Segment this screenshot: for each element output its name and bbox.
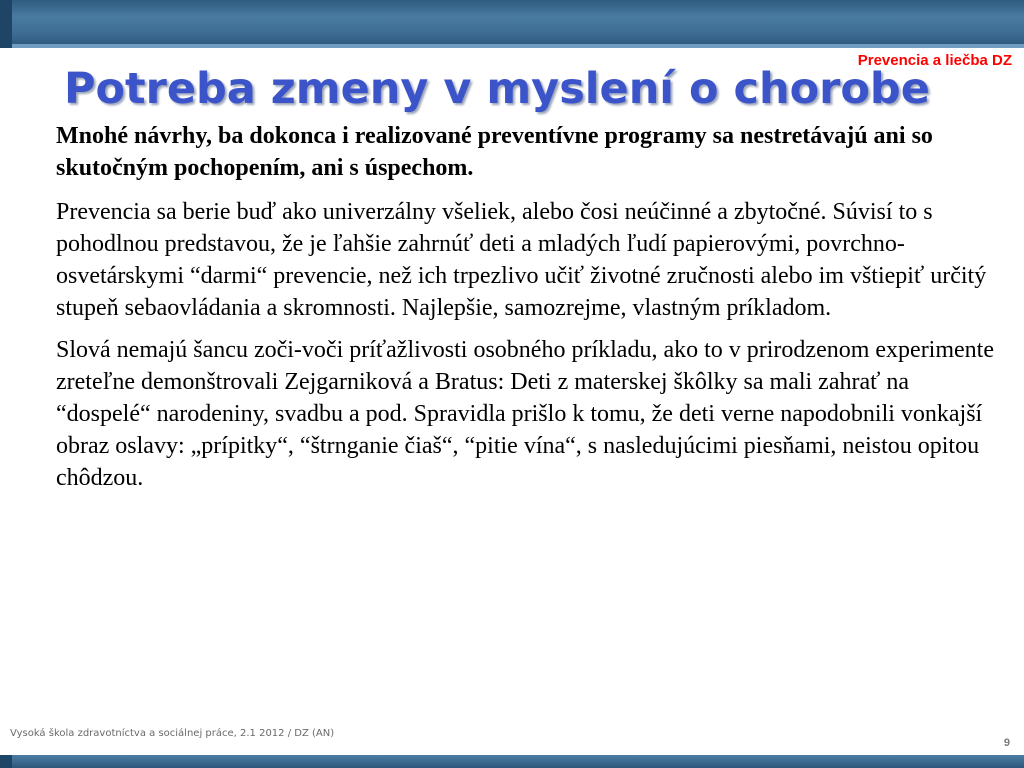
slide-body	[56, 120, 996, 504]
top-banner-stripe	[12, 44, 1024, 48]
footer-institution: Vysoká škola zdravotníctva a sociálnej práce, 2.1 2012 / DZ (AN)	[10, 728, 335, 739]
paragraph-lead: Mnohé návrhy, ba dokonca i realizované preventívne programy sa nestretávajú ani so skutočným pochopením, ani s úspechom.	[56, 123, 933, 181]
course-label: Prevencia a liečba DZ	[857, 52, 1012, 69]
slide-title: Potreba zmeny v myslení o chorobe	[64, 64, 930, 114]
page-number: 9	[1003, 737, 1010, 749]
paragraph-example: Slová nemajú šancu zoči-voči príťažlivosti osobného príkladu, ako to v prirodzenom experimente zreteľne demonštrovali Zejgarniková a Bratus: Deti z materskej škôlky sa mali zahrať na “dospelé“ narodeniny, svadbu a pod. Spravidla prišlo k tomu, že deti verne napodobnili vonkajší obraz oslavy: „prípitky“, “štrnganie čiaš“, “pitie vína“, s nasledujúcimi piesňami, neistou opitou chôdzou.	[56, 337, 994, 491]
bottom-banner-edge	[0, 755, 12, 768]
top-banner-edge	[0, 0, 12, 48]
paragraph-prevention: Prevencia sa berie buď ako univerzálny všeliek, alebo čosi neúčinné a zbytočné. Súvisí to s pohodlnou predstavou, že je ľahšie zahrnúť deti a mladých ľudí papierovými, povrchno-osvetárskymi “darmi“ prevencie, než ich trpezlivo učiť životné zručnosti alebo im vštiepiť určitý stupeň sebaovládania a skromnosti. Najlepšie, samozrejme, vlastným príkladom.	[56, 199, 987, 321]
top-banner	[0, 0, 1024, 48]
bottom-banner	[0, 755, 1024, 768]
